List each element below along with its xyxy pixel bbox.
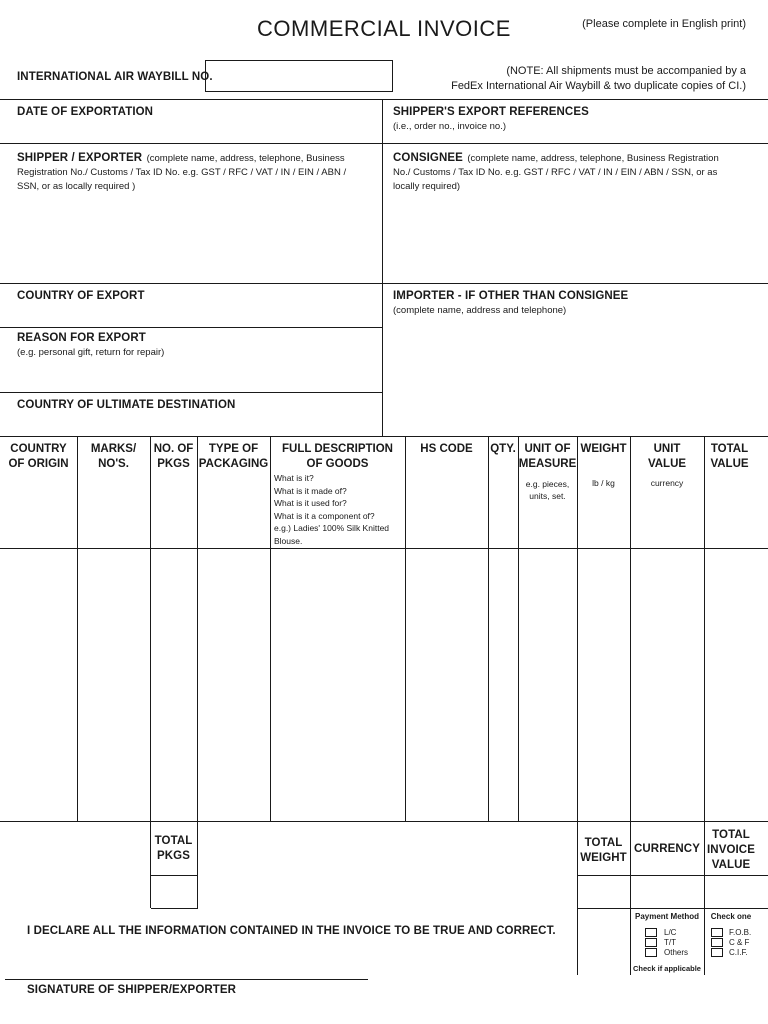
col-description bbox=[270, 442, 405, 472]
items-pkgs-cell[interactable] bbox=[151, 549, 197, 821]
items-unit-value-cell[interactable] bbox=[631, 549, 704, 821]
country-of-export-label: COUNTRY OF EXPORT bbox=[17, 290, 145, 302]
uom-hint: e.g. pieces, bbox=[525, 479, 570, 489]
col-qty: QTY. bbox=[490, 443, 516, 455]
unit-value-hint: currency bbox=[650, 478, 684, 488]
description-hints bbox=[274, 472, 389, 547]
shipper-hint-3: SSN, or as locally required ) bbox=[17, 181, 136, 192]
col-pkgs bbox=[150, 442, 197, 472]
description-hint: What is it used for? bbox=[274, 498, 347, 508]
consignee-hint-3: locally required) bbox=[393, 181, 461, 192]
total-invoice-line-1: TOTAL bbox=[712, 829, 750, 841]
col-packaging-line-2: PACKAGING bbox=[198, 458, 269, 470]
total-pkgs-field[interactable] bbox=[151, 876, 197, 908]
items-qty-cell[interactable] bbox=[489, 549, 518, 821]
terms-header: Check one bbox=[710, 912, 752, 921]
col-hs-code: HS CODE bbox=[420, 443, 473, 455]
payment-others-checkbox[interactable] bbox=[645, 948, 657, 957]
total-invoice-value-label bbox=[704, 828, 758, 873]
uom-hints bbox=[518, 478, 577, 502]
col-origin-line-1: COUNTRY bbox=[10, 443, 67, 455]
items-uom-cell[interactable] bbox=[519, 549, 577, 821]
total-pkgs-line-1: TOTAL bbox=[154, 835, 193, 847]
payment-option-others: Others bbox=[664, 948, 689, 957]
english-print-note: (Please complete in English print) bbox=[582, 18, 746, 30]
declaration-text: I DECLARE ALL THE INFORMATION CONTAINED IN THE INVOICE TO BE TRUE AND CORRECT. bbox=[27, 925, 556, 937]
awb-note bbox=[451, 64, 746, 94]
terms-fob-checkbox[interactable] bbox=[711, 928, 723, 937]
total-weight-line-1: TOTAL bbox=[584, 837, 623, 849]
col-pkgs-line-2: PKGS bbox=[157, 458, 190, 470]
col-total-value-line-1: TOTAL bbox=[710, 443, 749, 455]
signature-line bbox=[5, 979, 368, 980]
terms-option-cf: C & F bbox=[729, 938, 750, 947]
items-description-cell[interactable] bbox=[271, 549, 405, 821]
terms-option-fob: F.O.B. bbox=[729, 928, 752, 937]
shipper-export-references-label: SHIPPER'S EXPORT REFERENCES bbox=[393, 106, 589, 118]
rule bbox=[0, 821, 768, 822]
terms-cif-checkbox[interactable] bbox=[711, 948, 723, 957]
rule bbox=[577, 908, 768, 909]
items-country-of-origin-cell[interactable] bbox=[0, 549, 77, 821]
col-unit-value-line-2: VALUE bbox=[647, 458, 687, 470]
importer-hint: (complete name, address and telephone) bbox=[393, 305, 567, 316]
col-marks bbox=[77, 442, 150, 472]
shipper-hint-1: (complete name, address, telephone, Business bbox=[146, 153, 345, 164]
col-packaging bbox=[197, 442, 270, 472]
description-hint: What is it? bbox=[274, 473, 314, 483]
col-description-line-1: FULL DESCRIPTION bbox=[282, 443, 393, 455]
total-invoice-value-field[interactable] bbox=[705, 876, 768, 908]
rule bbox=[0, 436, 768, 437]
signature-label: SIGNATURE OF SHIPPER/EXPORTER bbox=[27, 984, 237, 996]
payment-footer: Check if applicable bbox=[633, 964, 701, 973]
items-weight-cell[interactable] bbox=[578, 549, 630, 821]
items-hs-code-cell[interactable] bbox=[406, 549, 488, 821]
signature-field[interactable] bbox=[5, 945, 368, 979]
terms-option-cif: C.I.F. bbox=[729, 948, 748, 957]
col-country-of-origin bbox=[0, 442, 77, 472]
col-uom-line-1: UNIT OF bbox=[524, 443, 571, 455]
currency-field[interactable] bbox=[631, 876, 704, 908]
col-weight: WEIGHT bbox=[580, 443, 627, 455]
reason-for-export-hint: (e.g. personal gift, return for repair) bbox=[17, 347, 165, 358]
col-marks-line-1: MARKS/ bbox=[90, 443, 137, 455]
rule bbox=[151, 908, 198, 909]
col-origin-line-2: OF ORIGIN bbox=[8, 458, 69, 470]
importer-label: IMPORTER - IF OTHER THAN CONSIGNEE bbox=[393, 290, 629, 302]
awb-label: INTERNATIONAL AIR WAYBILL NO. bbox=[17, 71, 213, 83]
col-pkgs-line-1: NO. OF bbox=[153, 443, 194, 455]
items-marks-cell[interactable] bbox=[78, 549, 150, 821]
page-title: COMMERCIAL INVOICE bbox=[257, 16, 511, 41]
payment-tt-checkbox[interactable] bbox=[645, 938, 657, 947]
payment-lc-checkbox[interactable] bbox=[645, 928, 657, 937]
consignee-label: CONSIGNEE bbox=[393, 152, 463, 164]
shipper-hint-2: Registration No./ Customs / Tax ID No. e.g. GST / RFC / VAT / IN / EIN / ABN / bbox=[17, 167, 347, 178]
consignee-hint-2: No./ Customs / Tax ID No. e.g. GST / RFC / VAT / IN / EIN / ABN / SSN, or as bbox=[393, 167, 718, 178]
col-description-line-2: OF GOODS bbox=[306, 458, 369, 470]
total-invoice-line-2: INVOICE bbox=[707, 844, 755, 856]
awb-number-field[interactable] bbox=[205, 60, 393, 92]
description-hint: e.g.) Ladies' 100% Silk Knitted bbox=[274, 523, 390, 533]
ultimate-destination-label: COUNTRY OF ULTIMATE DESTINATION bbox=[17, 399, 236, 411]
shipper-exporter-label: SHIPPER / EXPORTER bbox=[17, 152, 143, 164]
col-unit-of-measure bbox=[518, 442, 577, 472]
terms-cf-checkbox[interactable] bbox=[711, 938, 723, 947]
items-total-value-cell[interactable] bbox=[705, 549, 768, 821]
total-pkgs-label bbox=[150, 834, 197, 864]
date-of-exportation-label: DATE OF EXPORTATION bbox=[17, 106, 154, 118]
col-marks-line-2: NO'S. bbox=[98, 458, 129, 470]
total-pkgs-line-2: PKGS bbox=[157, 850, 190, 862]
description-hint: What is it made of? bbox=[274, 485, 347, 496]
payment-option-tt: T/T bbox=[664, 938, 676, 947]
col-uom-line-2: MEASURE bbox=[518, 458, 577, 470]
consignee-block bbox=[393, 150, 765, 194]
total-weight-field[interactable] bbox=[578, 876, 630, 908]
col-unit-value-line-1: UNIT bbox=[653, 443, 681, 455]
total-invoice-line-3: VALUE bbox=[711, 859, 751, 871]
description-hint: What is it a component of? bbox=[274, 510, 375, 521]
col-unit-value bbox=[630, 442, 704, 472]
uom-hint: units, set. bbox=[529, 491, 566, 501]
total-weight-label bbox=[577, 836, 630, 866]
shipper-exporter-block bbox=[17, 150, 377, 194]
payment-option-lc: L/C bbox=[664, 928, 677, 937]
col-total-value bbox=[704, 442, 755, 472]
col-packaging-line-1: TYPE OF bbox=[208, 443, 259, 455]
shipper-export-references-hint: (i.e., order no., invoice no.) bbox=[393, 121, 506, 132]
awb-note-line-1: (NOTE: All shipments must be accompanied by a bbox=[506, 65, 746, 77]
awb-note-line-2: FedEx International Air Waybill & two duplicate copies of CI.) bbox=[451, 80, 746, 92]
consignee-hint-1: (complete name, address, telephone, Business Registration bbox=[467, 153, 719, 164]
items-packaging-cell[interactable] bbox=[198, 549, 270, 821]
payment-method-header: Payment Method bbox=[634, 912, 699, 921]
weight-hint: lb / kg bbox=[592, 478, 615, 488]
description-hint: Blouse. bbox=[274, 535, 303, 546]
col-total-value-line-2: VALUE bbox=[710, 458, 749, 470]
reason-for-export-label: REASON FOR EXPORT bbox=[17, 332, 146, 344]
total-weight-line-2: WEIGHT bbox=[580, 852, 627, 864]
currency-label: CURRENCY bbox=[634, 843, 700, 855]
